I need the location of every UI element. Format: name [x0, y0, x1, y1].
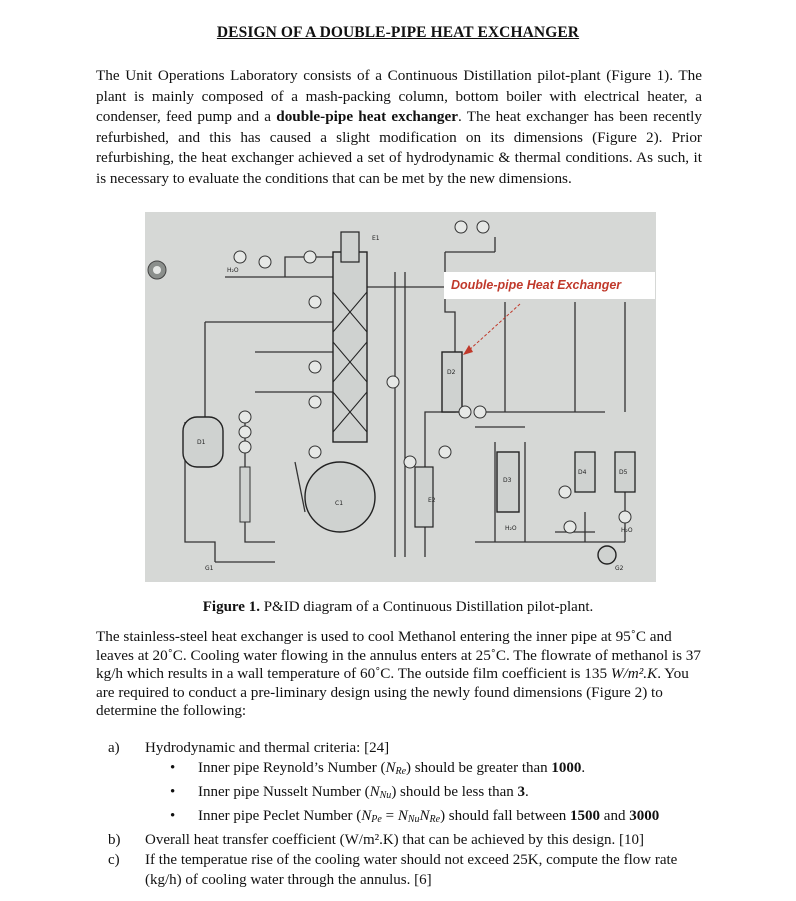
symbol: N: [397, 808, 408, 824]
label-h2o-2: H₂O: [505, 525, 517, 532]
criterion-text: ) should fall between: [440, 808, 571, 824]
intro-bold-term: double-pipe heat exchanger: [276, 108, 458, 125]
problem-text-1: The stainless-steel heat exchanger is used to cool Methanol entering the inner pipe at 95˚C and leaves at 20˚C. Cooling water flowing in the annulus enters at 25˚C. The flowrate of methanol is 37 kg/h which results in a wall temperature of 60˚C. The outside film coefficient is 135: [96, 628, 701, 683]
criterion-text: ) should be greater than: [406, 760, 552, 776]
heat-exchanger-callout: Double-pipe Heat Exchanger: [444, 272, 655, 299]
criterion-value: 3000: [629, 808, 660, 824]
criterion-text: Inner pipe Nusselt Number (: [198, 784, 370, 800]
question-c-label: c): [108, 852, 120, 868]
question-b-text: Overall heat transfer coefficient (W/m².K) that can be achieved by this design. [10]: [145, 832, 645, 848]
problem-text-2: . You are required to conduct a pre-liminary design using the newly found dimensions (Figure 2) to determine the following:: [96, 665, 689, 720]
criterion-text: Inner pipe Reynold’s Number (: [198, 760, 386, 776]
question-c: [108, 850, 708, 890]
label-d4: D4: [578, 469, 587, 476]
criterion-text: and: [600, 808, 630, 824]
question-a-label: a): [108, 740, 120, 756]
bullet-icon: •: [170, 808, 176, 824]
intro-text-2: . The heat exchanger has been recently refurbished, and this has caused a slight modification on its dimensions (Figure 2). Prior refurbishing, the heat exchanger achieved a set of hydrodynamic & thermal conditions. As such, it is necessary to evaluate the conditions that can be met by the new dimensions.: [96, 108, 702, 187]
label-e2: E2: [428, 497, 436, 504]
label-d3: D3: [503, 477, 512, 484]
intro-text-1: The Unit Operations Laboratory consists of a Continuous Distillation pilot-plant (Figure 1). The plant is mainly composed of a mash-packing column, bottom boiler with electrical heater, a condenser, feed pump and a: [96, 67, 702, 125]
figure-caption: [0, 599, 796, 616]
bullet-icon: •: [170, 784, 176, 800]
question-c-text: If the temperatue rise of the cooling water should not exceed 25K, compute the flow rate (kg/h) of cooling water through the annulus. [6]: [145, 852, 678, 888]
problem-paragraph: [96, 628, 706, 721]
symbol: N: [419, 808, 430, 824]
problem-units: W/m².K: [610, 665, 658, 683]
criterion-text: ) should be less than: [391, 784, 518, 800]
question-list: [108, 738, 708, 890]
packing-column: [333, 252, 367, 442]
symbol: N: [385, 760, 396, 776]
symbol: N: [369, 784, 380, 800]
criterion-value: 1000: [551, 760, 582, 776]
label-h2o-3: H₂O: [621, 527, 633, 534]
subscript: Pe: [371, 814, 382, 825]
criterion-value: 1500: [570, 808, 601, 824]
label-g2: G2: [615, 565, 624, 572]
pid-figure: [145, 212, 656, 582]
bottom-boiler: [305, 462, 375, 532]
criterion-value: 3: [517, 784, 526, 800]
subscript: Nu: [407, 814, 420, 825]
criterion-peclet: [170, 806, 708, 830]
criterion-text: .: [581, 760, 586, 776]
label-h2o-1: H₂O: [227, 267, 239, 274]
label-d2: D2: [447, 369, 456, 376]
criterion-nusselt: [170, 782, 708, 806]
question-b: [108, 830, 708, 850]
intro-paragraph: [96, 66, 702, 189]
heat-exchanger-d2: [442, 352, 462, 412]
question-a-text: Hydrodynamic and thermal criteria: [24]: [145, 740, 390, 756]
label-d5: D5: [619, 469, 628, 476]
symbol: N: [361, 808, 372, 824]
label-d1: D1: [197, 439, 206, 446]
criterion-reynolds: [170, 758, 708, 782]
bullet-icon: •: [170, 760, 176, 776]
subscript: Nu: [379, 790, 392, 801]
criterion-text: Inner pipe Peclet Number (: [198, 808, 362, 824]
label-e1: E1: [372, 235, 380, 242]
subscript: Re: [395, 766, 407, 777]
question-b-label: b): [108, 832, 121, 848]
pid-diagram: [145, 212, 656, 582]
pump-g2: [598, 546, 616, 564]
criterion-text: .: [525, 784, 529, 800]
caption-label: Figure 1.: [202, 599, 260, 615]
equals: =: [381, 808, 398, 824]
caption-text: P&ID diagram of a Continuous Distillation pilot-plant.: [259, 599, 594, 615]
question-a: [108, 738, 708, 758]
subscript: Re: [429, 814, 441, 825]
document-title: DESIGN OF A DOUBLE-PIPE HEAT EXCHANGER: [216, 24, 580, 41]
label-g1: G1: [205, 565, 214, 572]
label-c1: C1: [335, 500, 344, 507]
